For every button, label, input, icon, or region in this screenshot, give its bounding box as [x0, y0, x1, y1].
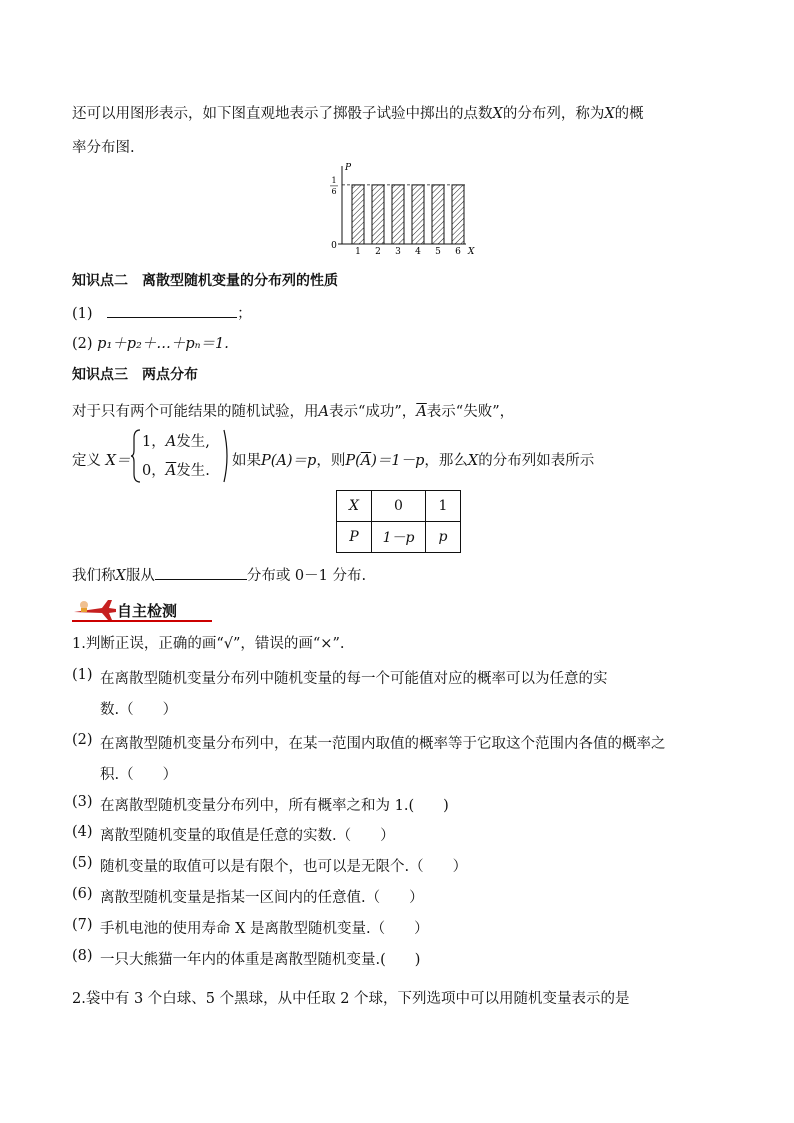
q2-stem: 2.袋中有 3 个白球、5 个黑球，从中任取 2 个球，下列选项中可以用随机变量表示的是: [72, 991, 630, 1007]
table-cell: 0: [372, 491, 426, 522]
prob-abar-open: P(: [345, 453, 361, 469]
kp2-title: 知识点二 离散型随机变量的分布列的性质: [72, 273, 338, 289]
item-number: (1): [72, 306, 93, 322]
x-tick-label: 5: [435, 247, 441, 256]
section-title: 自主检测: [117, 602, 178, 620]
x-tick-label: 3: [395, 247, 401, 256]
def-prefix: [72, 449, 130, 470]
divider: [72, 620, 212, 622]
case-text: 发生,: [176, 434, 210, 450]
x-tick-label: 4: [415, 247, 421, 256]
y-tick-denominator: 6: [331, 186, 337, 196]
q1-item-text: 在离散型随机变量分布列中随机变量的每一个可能值对应的概率可以为任意的实: [100, 671, 608, 687]
intro-text: 的概: [614, 106, 644, 122]
answer-blank[interactable]: [155, 565, 247, 580]
q1-item-text: 在离散型随机变量分布列中，所有概率之和为 1.( ): [100, 798, 449, 814]
table-row: [337, 491, 461, 522]
x-tick-label: 6: [455, 247, 461, 256]
var-x: X: [492, 106, 503, 122]
left-brace-icon: [130, 428, 142, 484]
y-axis-label: P: [345, 163, 352, 173]
q1-stem: 1.判断正误，正确的画“√”，错误的画“×”.: [72, 636, 345, 652]
kp3-text: ，则: [316, 453, 346, 469]
case-value: 1，: [142, 434, 166, 450]
kp3-text: 对于只有两个可能结果的随机试验，用: [72, 404, 319, 420]
bar-3: [392, 185, 404, 244]
intro-text: 的分布列，称为: [502, 106, 605, 122]
table-cell: P: [337, 522, 372, 553]
probability-distribution-chart: [318, 160, 478, 256]
var-x: X: [604, 106, 615, 122]
intro-line-2: 率分布图.: [72, 140, 135, 156]
bar-4: [412, 185, 424, 244]
q1-item-text-cont: 数.（ ）: [100, 702, 178, 718]
event-a-bar: $\overline{A}$: [360, 453, 372, 469]
event-a-bar: $\overline{A}$: [416, 404, 427, 420]
section-header: [72, 596, 212, 624]
q1-item-number: (8): [72, 948, 93, 964]
event-a: A: [165, 434, 177, 450]
right-paren-icon: [222, 428, 232, 484]
table-row: [337, 522, 461, 553]
def-condition: [232, 449, 594, 470]
var-x: X: [467, 453, 479, 469]
q1-item-text: 离散型随机变量的取值是任意的实数.（ ）: [100, 828, 395, 844]
punct: ；: [237, 306, 252, 322]
sum-formula: p₁＋p₂＋…＋pₙ＝1.: [97, 336, 229, 352]
kp3-text: 如果: [232, 453, 261, 469]
x-tick-label: 1: [355, 247, 361, 256]
intro-text: 还可以用图形表示，如下图直观地表示了掷骰子试验中掷出的点数: [72, 106, 493, 122]
kp3-text: 分布或 0－1 分布.: [246, 568, 367, 584]
q1-item-text: 在离散型随机变量分布列中，在某一范围内取值的概率等于它取这个范围内各值的概率之: [100, 736, 666, 752]
case-2: [142, 459, 210, 480]
bar-2: [372, 185, 384, 244]
table-cell: 1: [426, 491, 461, 522]
kp3-text: ，那么: [424, 453, 468, 469]
table-cell: 1－p: [372, 522, 426, 553]
q1-item-text: 随机变量的取值可以是有限个，也可以是无限个.（ ）: [100, 859, 468, 875]
prob-abar-close: )＝1－p: [371, 453, 425, 469]
table-cell: X: [337, 491, 372, 522]
var-x: X: [115, 568, 126, 584]
q1-item-number: (6): [72, 886, 93, 902]
case-1: [142, 430, 210, 451]
kp3-line-1: [72, 400, 514, 421]
q1-item-number: (3): [72, 794, 93, 810]
q1-item-text: 离散型随机变量是指某一区间内的任意值.（ ）: [100, 890, 424, 906]
case-value: 0，: [142, 463, 166, 479]
event-a: A: [318, 404, 329, 420]
airplane-icon: [72, 596, 118, 622]
q1-item-number: (4): [72, 824, 93, 840]
q1-item-number: (7): [72, 917, 93, 933]
kp3-title: 知识点三 两点分布: [72, 367, 198, 383]
bar-6: [452, 185, 464, 244]
kp3-text: 我们称: [72, 568, 116, 584]
prob-a: P(A)＝p: [261, 453, 317, 469]
kp2-item-2: [72, 332, 229, 353]
kp3-text: 表示“成功”，: [328, 404, 417, 420]
q1-item-text: 手机电池的使用寿命 X 是离散型随机变量.（ ）: [100, 921, 429, 937]
bar-5: [432, 185, 444, 244]
kp3-text: 定义: [72, 453, 101, 469]
item-number: (2): [72, 336, 93, 352]
kp2-item-1: [72, 302, 252, 323]
q1-item-number: (1): [72, 667, 93, 683]
x-axis-label: X: [468, 247, 475, 256]
bar-1: [352, 185, 364, 244]
answer-blank[interactable]: [107, 303, 237, 318]
q1-item-text-cont: 积.（ ）: [100, 767, 178, 783]
intro-line-1: [72, 102, 644, 123]
kp3-text: 的分布列如表所示: [478, 453, 595, 469]
y-tick-numerator: 1: [331, 175, 337, 185]
origin-label: 0: [331, 241, 337, 251]
event-a-bar: $\overline{A}$: [165, 463, 177, 479]
case-text: 发生.: [176, 463, 210, 479]
x-tick-label: 2: [375, 247, 381, 256]
kp3-text: 服从: [125, 568, 155, 584]
kp3-conclusion: [72, 564, 366, 585]
var-x-eq: X＝: [105, 453, 131, 469]
q1-item-number: (2): [72, 732, 93, 748]
q1-item-text: 一只大熊猫一年内的体重是离散型随机变量.( ): [100, 952, 421, 968]
table-cell: p: [426, 522, 461, 553]
kp3-text: 表示“失败”，: [426, 404, 515, 420]
q1-item-number: (5): [72, 855, 93, 871]
two-point-distribution-table: [336, 490, 461, 553]
